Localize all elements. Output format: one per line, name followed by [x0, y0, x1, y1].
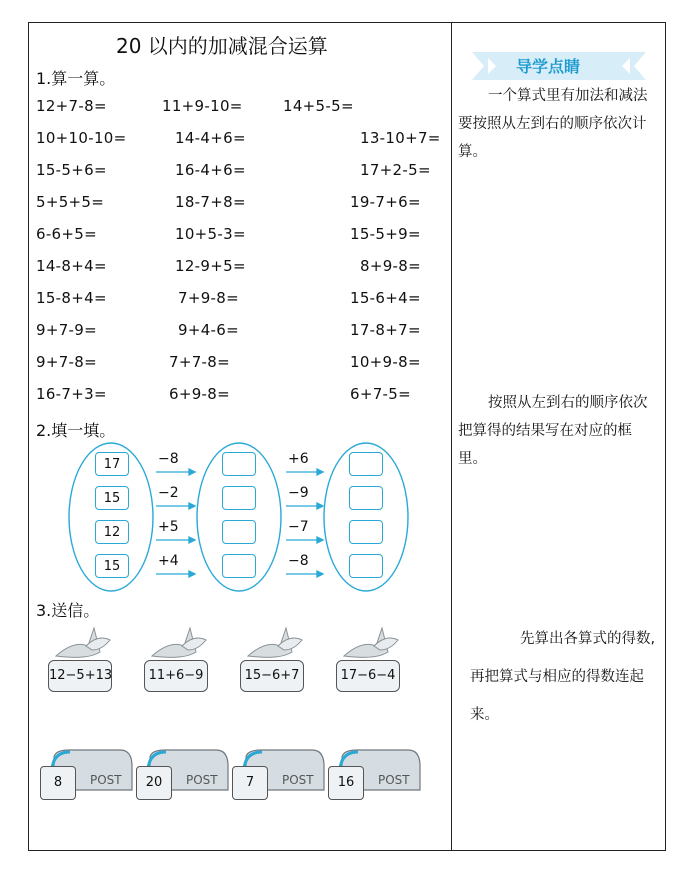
section2-heading: 2.填一填。 — [36, 421, 116, 440]
letter-envelope[interactable]: 15−6+7 — [240, 660, 304, 692]
start-number-box: 15 — [95, 486, 129, 510]
post-label: POST — [282, 773, 314, 787]
operation-label: −7 — [288, 519, 309, 535]
equation: 17+2-5= — [360, 161, 431, 179]
equation: 13-10+7= — [360, 129, 441, 147]
operation-label: +6 — [288, 451, 309, 467]
post-label: POST — [378, 773, 410, 787]
letter-envelope[interactable]: 12−5+13 — [48, 660, 112, 692]
guide-badge-label: 导学点睛 — [516, 57, 581, 76]
equation: 7+7-8= — [169, 353, 230, 371]
equation: 15-5+6= — [36, 161, 107, 179]
equation: 10+10-10= — [36, 129, 127, 147]
mailbox-number[interactable]: 7 — [232, 766, 268, 800]
equation: 17-8+7= — [350, 321, 421, 339]
operation-label: +5 — [158, 519, 179, 535]
equation: 10+9-8= — [350, 353, 421, 371]
start-number-box: 15 — [95, 554, 129, 578]
equation: 6+7-5= — [350, 385, 411, 403]
dove-icon — [248, 628, 302, 657]
mailbox-number[interactable]: 20 — [136, 766, 172, 800]
section3-heading: 3.送信。 — [36, 601, 100, 620]
equation: 10+5-3= — [175, 225, 246, 243]
mailbox-number[interactable]: 16 — [328, 766, 364, 800]
equation: 14-4+6= — [175, 129, 246, 147]
post-label: POST — [186, 773, 218, 787]
equation: 6-6+5= — [36, 225, 97, 243]
equation: 15-6+4= — [350, 289, 421, 307]
equation: 15-8+4= — [36, 289, 107, 307]
equation: 8+9-8= — [360, 257, 421, 275]
equation: 12+7-8= — [36, 97, 107, 115]
operation-label: −9 — [288, 485, 309, 501]
equation: 16-7+3= — [36, 385, 107, 403]
letter-envelope[interactable]: 17−6−4 — [336, 660, 400, 692]
start-number-box: 12 — [95, 520, 129, 544]
guide-note-2: 按照从左到右的顺序依次把算得的结果写在对应的框里。 — [458, 395, 648, 467]
operation-label: −8 — [288, 553, 309, 569]
operation-label: −2 — [158, 485, 179, 501]
equation: 15-5+9= — [350, 225, 421, 243]
post-label: POST — [90, 773, 122, 787]
section1-heading: 1.算一算。 — [36, 69, 116, 88]
dove-icon — [344, 628, 398, 657]
operation-label: −8 — [158, 451, 179, 467]
equation: 16-4+6= — [175, 161, 246, 179]
start-number-box: 17 — [95, 452, 129, 476]
equation: 9+7-8= — [36, 353, 97, 371]
dove-icon — [152, 628, 206, 657]
equation: 19-7+6= — [350, 193, 421, 211]
operation-label: +4 — [158, 553, 179, 569]
equation: 5+5+5= — [36, 193, 105, 211]
equation: 7+9-8= — [178, 289, 239, 307]
letter-envelope[interactable]: 11+6−9 — [144, 660, 208, 692]
equation: 9+4-6= — [178, 321, 239, 339]
guide-note-1: 一个算式里有加法和减法要按照从左到右的顺序依次计算。 — [458, 88, 648, 160]
dove-icon — [56, 628, 110, 657]
equation: 11+9-10= — [162, 97, 243, 115]
equation: 9+7-9= — [36, 321, 97, 339]
equation: 6+9-8= — [169, 385, 230, 403]
guide-note-3: 先算出各算式的得数,再把算式与相应的得数连起来。 — [470, 631, 656, 723]
mailbox-number[interactable]: 8 — [40, 766, 76, 800]
equation: 18-7+8= — [175, 193, 246, 211]
equation: 14+5-5= — [283, 97, 354, 115]
page-title: 20 以内的加减混合运算 — [116, 34, 328, 58]
equation: 14-8+4= — [36, 257, 107, 275]
equation: 12-9+5= — [175, 257, 246, 275]
